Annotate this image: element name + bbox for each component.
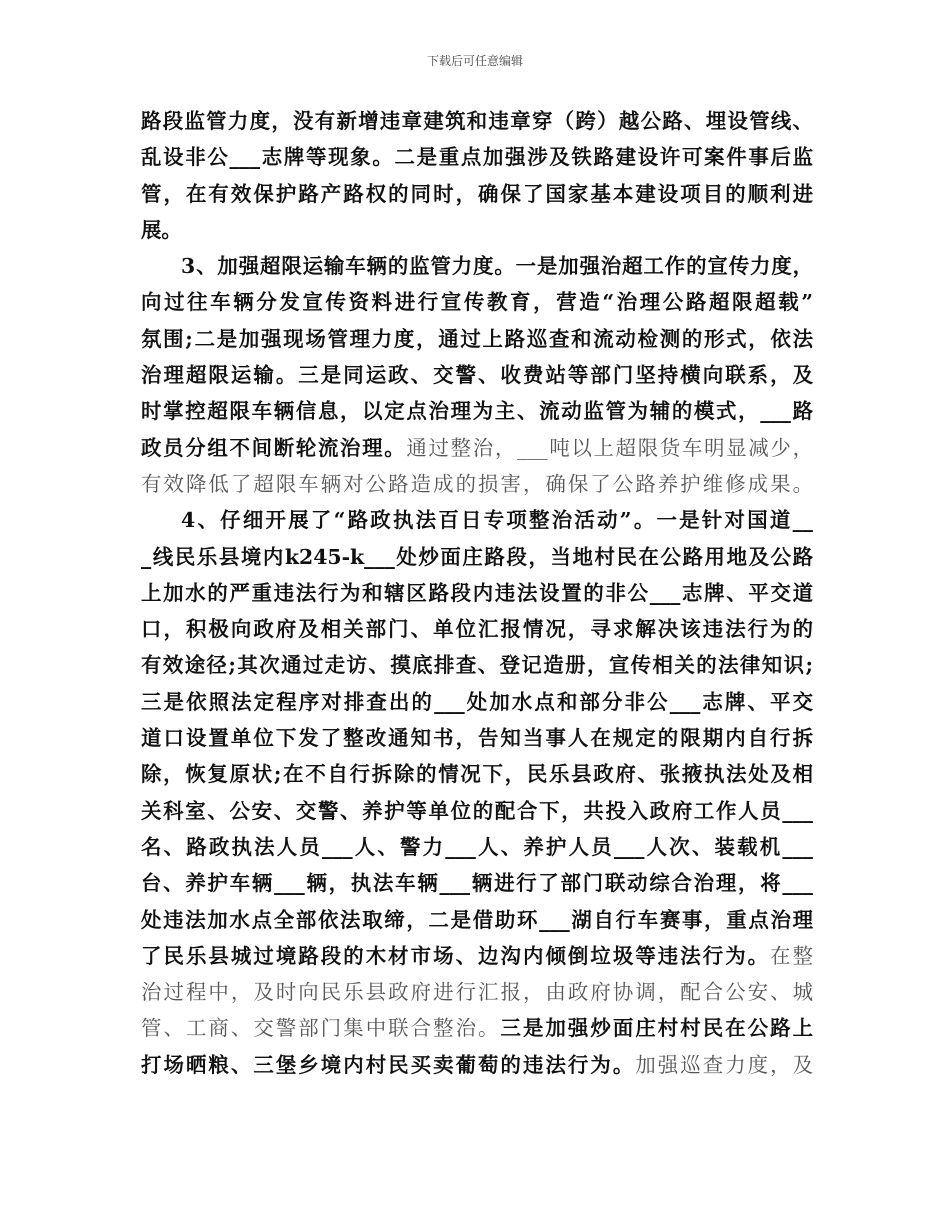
text-line [141, 575, 813, 611]
text-line [141, 974, 813, 1010]
document-body [141, 103, 813, 1083]
text-line [141, 539, 813, 575]
bold-text-segment: 打场晒粮、三堡乡境内村民买卖葡萄的违法行为。 [141, 1052, 636, 1077]
text-line [141, 1047, 813, 1083]
text-line [141, 139, 813, 175]
bold-text-segment: 管，在有效保护路产路权的同时，确保了国家基本建设项目的顺利进 [141, 181, 813, 206]
bold-text-segment: 有效途径;其次通过走访、摸底排查、登记造册，宣传相关的法律知识; [141, 653, 813, 678]
bold-text-segment: 展。 [141, 217, 182, 242]
page-header-note: 下载后可任意编辑 [426, 54, 523, 68]
bold-text-segment: 台、养护车辆___辆，执法车辆___辆进行了部门联动综合治理，将___ [141, 871, 813, 896]
regular-text-segment: 在整 [770, 943, 814, 968]
bold-text-segment: 关科室、公安、交警、养护等单位的配合下，共投入政府工作人员___ [141, 798, 813, 823]
text-line [141, 502, 813, 538]
bold-text-segment: 4、仔细开展了“路政执法百日专项整治活动”。一是针对国道__ [181, 508, 813, 533]
text-line [141, 393, 813, 429]
text-line [141, 647, 813, 683]
bold-text-segment: 时掌控超限车辆信息，以定点治理为主、流动监管为辅的模式，___路 [141, 399, 813, 424]
bold-text-segment: 路段监管力度，没有新增违章建筑和违章穿（跨）越公路、埋设管线、 [141, 109, 813, 133]
bold-text-segment: 3、加强超限运输车辆的监管力度。一是加强治超工作的宣传力度， [181, 254, 813, 279]
text-line [141, 103, 813, 139]
text-line [141, 902, 813, 938]
text-line [141, 1010, 813, 1046]
bold-text-segment: _线民乐县境内k245-k___处炒面庄路段，当地村民在公路用地及公路 [141, 544, 813, 569]
text-line [141, 176, 813, 212]
bold-text-segment: 向过往车辆分发宣传资料进行宣传教育，营造“治理公路超限超载” [141, 290, 813, 315]
bold-text-segment: 氛围;二是加强现场管理力度，通过上路巡查和流动检测的形式，依法 [141, 326, 813, 351]
text-line [141, 212, 813, 248]
regular-text-segment: 有效降低了超限车辆对公路造成的损害，确保了公路养护维修成果。 [141, 471, 813, 496]
text-line [141, 720, 813, 756]
bold-text-segment: 处违法加水点全部依法取缔，二是借助环___湖自行车赛事，重点治理 [141, 907, 813, 932]
text-line [141, 321, 813, 357]
regular-text-segment: 治过程中，及时向民乐县政府进行汇报，由政府协调，配合公安、城 [141, 980, 813, 1005]
text-line [141, 938, 813, 974]
text-line [141, 756, 813, 792]
text-line [141, 611, 813, 647]
regular-text-segment: 通过整治，___吨以上超限货车明显减少， [406, 435, 814, 460]
bold-text-segment: 了民乐县城过境路段的木材市场、边沟内倾倒垃圾等违法行为。 [141, 943, 771, 968]
text-line [141, 865, 813, 901]
text-line [141, 829, 813, 865]
bold-text-segment: 除，恢复原状;在不自行拆除的情况下，民乐县政府、张掖执法处及相 [141, 762, 813, 787]
bold-text-segment: 口，积极向政府及相关部门、单位汇报情况，寻求解决该违法行为的 [141, 617, 813, 642]
bold-text-segment: 三是依照法定程序对排查出的___处加水点和部分非公___志牌、平交 [141, 689, 813, 714]
bold-text-segment: 三是加强炒面庄村村民在公路上 [500, 1016, 814, 1041]
text-line [141, 430, 813, 466]
bold-text-segment: 名、路政执法人员___人、警力___人、养护人员___人次、装载机___ [141, 834, 813, 859]
text-line [141, 684, 813, 720]
bold-text-segment: 上加水的严重违法行为和辖区路段内违法设置的非公___志牌、平交道 [141, 580, 813, 605]
bold-text-segment: 治理超限运输。三是同运政、交警、收费站等部门坚持横向联系，及 [141, 363, 813, 388]
regular-text-segment: 加强巡查力度，及 [635, 1052, 814, 1077]
bold-text-segment: 乱设非公___志牌等现象。二是重点加强涉及铁路建设许可案件事后监 [141, 145, 813, 170]
text-line [141, 248, 813, 284]
text-line [141, 793, 813, 829]
text-line [141, 466, 813, 502]
bold-text-segment: 政员分组不间断轮流治理。 [141, 435, 407, 460]
text-line [141, 357, 813, 393]
regular-text-segment: 管、工商、交警部门集中联合整治。 [141, 1016, 501, 1041]
text-line [141, 284, 813, 320]
bold-text-segment: 道口设置单位下发了整改通知书，告知当事人在规定的限期内自行拆 [141, 726, 813, 751]
